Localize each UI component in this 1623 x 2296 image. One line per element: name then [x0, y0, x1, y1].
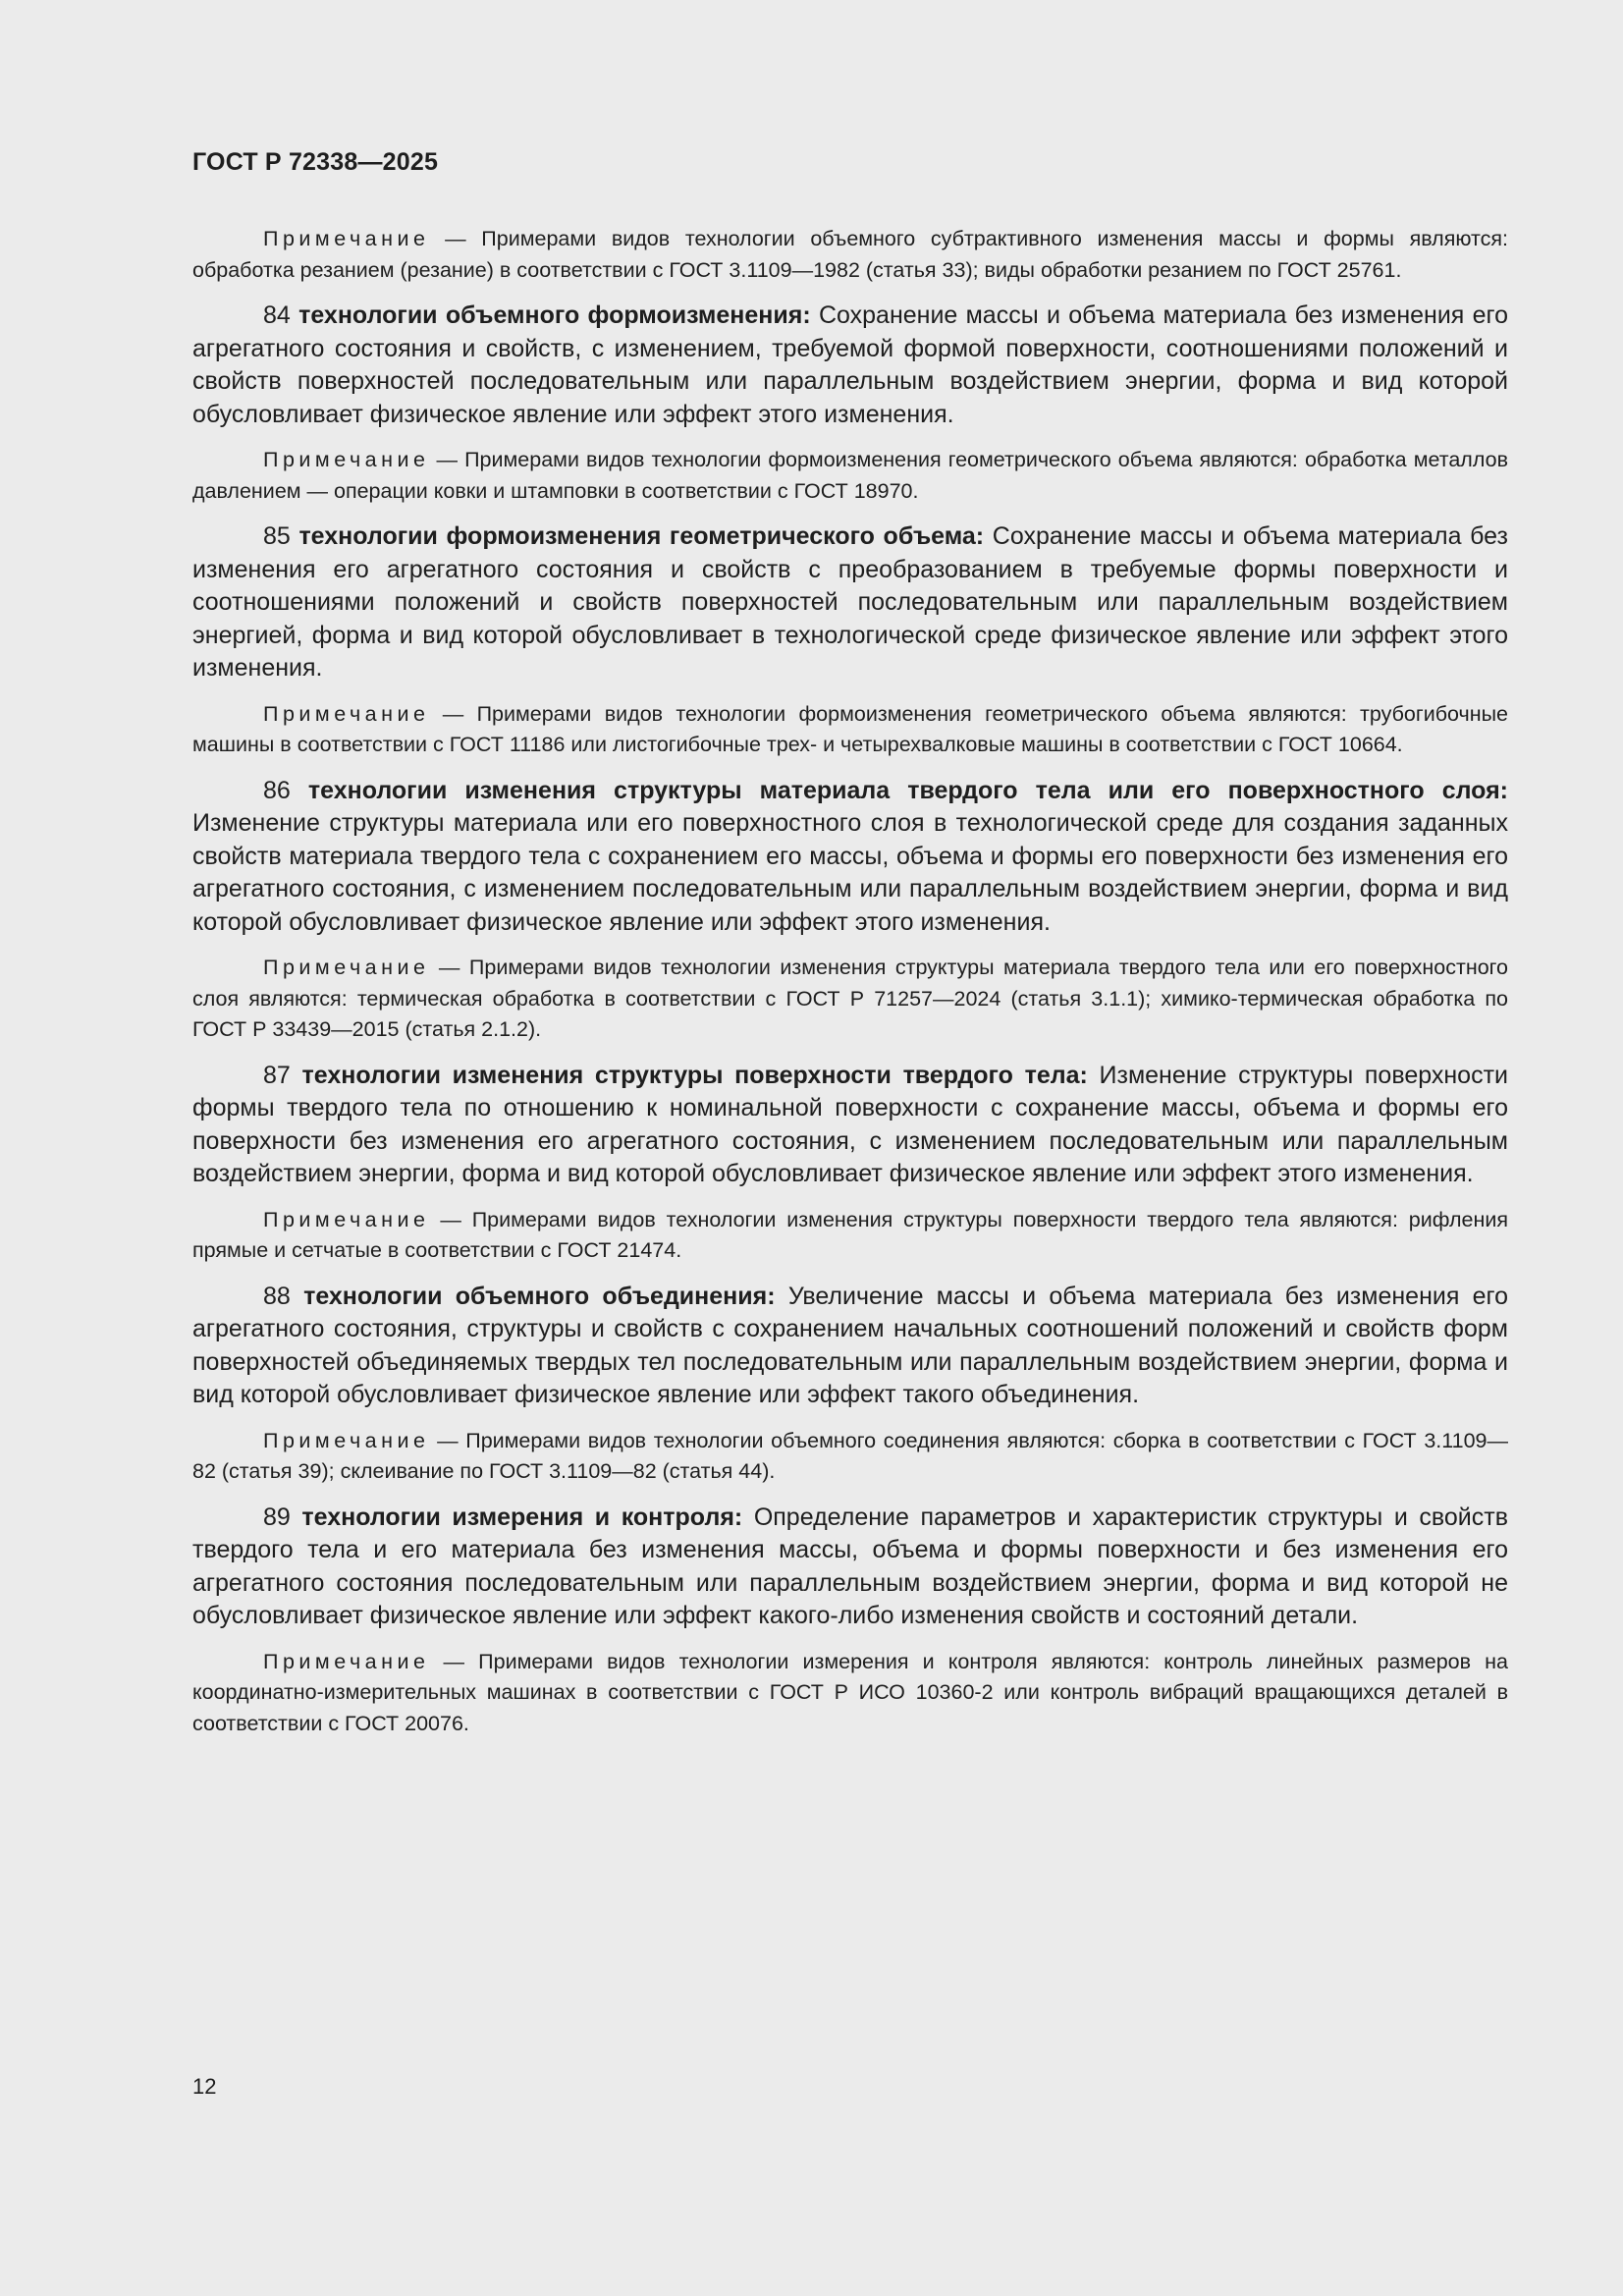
note [192, 445, 1508, 507]
note-text: Примерами видов технологии объемного соединения являются: сборка в соответствии с ГОСТ 3.1109—82 (статья 39); склеивание по ГОСТ 3.1109—82 (статья 44). [192, 1428, 1508, 1483]
note [192, 1205, 1508, 1267]
term-definition: Определение параметров и характеристик структуры и свойств твердого тела и его материала без изменения массы, объема и формы поверхности и без изменения его агрегатного состояния последовательным или параллельным воздействием энергии, форма и вид которой не обусловливает физическое явление или эффект какого-либо изменения свойств и состояний детали. [192, 1503, 1508, 1629]
note-label: Примечание [263, 1649, 430, 1673]
note-dash: — [429, 1649, 479, 1673]
term-entry [192, 775, 1508, 940]
note [192, 699, 1508, 761]
term-number: 89 [263, 1503, 291, 1531]
term-number: 84 [263, 301, 291, 329]
note-text: Примерами видов технологии изменения структуры материала твердого тела или его поверхностного слоя являются: термическая обработка в соответствии с ГОСТ Р 71257—2024 (статья 3.1.1); химико-термическая обработка по ГОСТ Р 33439—2015 (статья 2.1.2). [192, 956, 1508, 1041]
term-entry [192, 1281, 1508, 1412]
term-definition: Сохранение массы и объема материала без изменения его агрегатного состояния и свойств, с изменением, требуемой формой поверхности, соотношениями положений и свойств поверхностей последовательным или параллельным воздействием энергии, форма и вид которой обусловливает физическое явление или эффект этого изменения. [192, 301, 1509, 428]
term-name: технологии изменения структуры материала твердого тела или его поверхностного слоя: [307, 776, 1509, 804]
note-dash: — [429, 448, 465, 471]
note-text: Примерами видов технологии измерения и контроля являются: контроль линейных размеров на координатно-измерительных машинах в соответствии с ГОСТ Р ИСО 10360-2 или контроль вибраций вращающихся деталей в соответствии с ГОСТ 20076. [192, 1649, 1508, 1735]
note-dash: — [429, 1207, 472, 1231]
term-entry [192, 520, 1508, 685]
note-dash: — [429, 956, 469, 979]
note [192, 1647, 1508, 1740]
note-text: Примерами видов технологии формоизменения геометрического объема являются: обработка металлов давлением — операции ковки и штамповки в соответствии с ГОСТ 18970. [192, 448, 1508, 503]
term-name: технологии объемного формоизменения: [298, 301, 811, 329]
note-text: Примерами видов технологии формоизменения геометрического объема являются: трубогибочные машины в соответствии с ГОСТ 11186 или листогибочные трех- и четырехвалковые машины в соответствии с ГОСТ 10664. [192, 701, 1508, 756]
note-dash: — [429, 701, 477, 726]
note-label: Примечание [263, 1207, 430, 1231]
term-number: 86 [263, 776, 291, 804]
term-definition: Изменение структуры поверхности формы твердого тела по отношению к номинальной поверхности с сохранение массы, объема и формы его поверхности без изменения его агрегатного состояния, с изменением последовательным или параллельным воздействием энергии, форма и вид которой обусловливает физическое явление или эффект этого изменения. [192, 1061, 1508, 1187]
term-number: 85 [263, 522, 291, 550]
note-label: Примечание [263, 227, 430, 250]
note-text: Примерами видов технологии изменения структуры поверхности твердого тела являются: рифления прямые и сетчатые в соответствии с ГОСТ 21474. [192, 1207, 1508, 1262]
term-entry [192, 300, 1508, 431]
note-label: Примечание [263, 956, 430, 979]
term-entry [192, 1502, 1508, 1633]
term-entry [192, 1060, 1508, 1191]
term-name: технологии объемного объединения: [303, 1282, 776, 1310]
term-definition: Увеличение массы и объема материала без изменения его агрегатного состояния, структуры и свойств с сохранением начальных соотношений положений и свойств форм поверхностей объединяемых твердых тел последовательным или параллельным воздействием энергии, форма и вид которой обусловливает физическое явление или эффект такого объединения. [192, 1282, 1509, 1408]
term-definition: Сохранение массы и объема материала без изменения его агрегатного состояния и свойств с преобразованием в требуемые формы поверхности и соотношениями положений и свойств поверхностей последовательным или параллельным воздействием энергией, форма и вид которой обусловливает в технологической среде физическое явление или эффект этого изменения. [192, 522, 1508, 682]
note [192, 1426, 1508, 1488]
term-name: технологии формоизменения геометрического объема: [298, 522, 985, 550]
note-label: Примечание [263, 1428, 430, 1452]
note [192, 224, 1508, 286]
term-name: технологии изменения структуры поверхности твердого тела: [301, 1061, 1088, 1089]
term-number: 88 [263, 1282, 291, 1310]
document-body [192, 224, 1508, 1739]
note-dash: — [429, 227, 482, 250]
note-label: Примечание [263, 701, 430, 726]
term-name: технологии измерения и контроля: [301, 1503, 743, 1531]
document-header: ГОСТ Р 72338—2025 [192, 148, 439, 176]
term-number: 87 [263, 1061, 291, 1089]
note [192, 953, 1508, 1046]
term-definition: Изменение структуры материала или его поверхностного слоя в технологической среде для создания заданных свойств материала твердого тела с сохранением его массы, объема и формы его поверхности без изменения его агрегатного состояния, с изменением последовательным или параллельным воздействием энергии, форма и вид которой обусловливает физическое явление или эффект этого изменения. [192, 809, 1508, 936]
page-number: 12 [192, 2074, 217, 2099]
note-text: Примерами видов технологии объемного субтрактивного изменения массы и формы являются: обработка резанием (резание) в соответствии с ГОСТ 3.1109—1982 (статья 33); виды обработки резанием по ГОСТ 25761. [192, 227, 1508, 282]
note-label: Примечание [263, 448, 430, 471]
note-dash: — [429, 1428, 466, 1452]
